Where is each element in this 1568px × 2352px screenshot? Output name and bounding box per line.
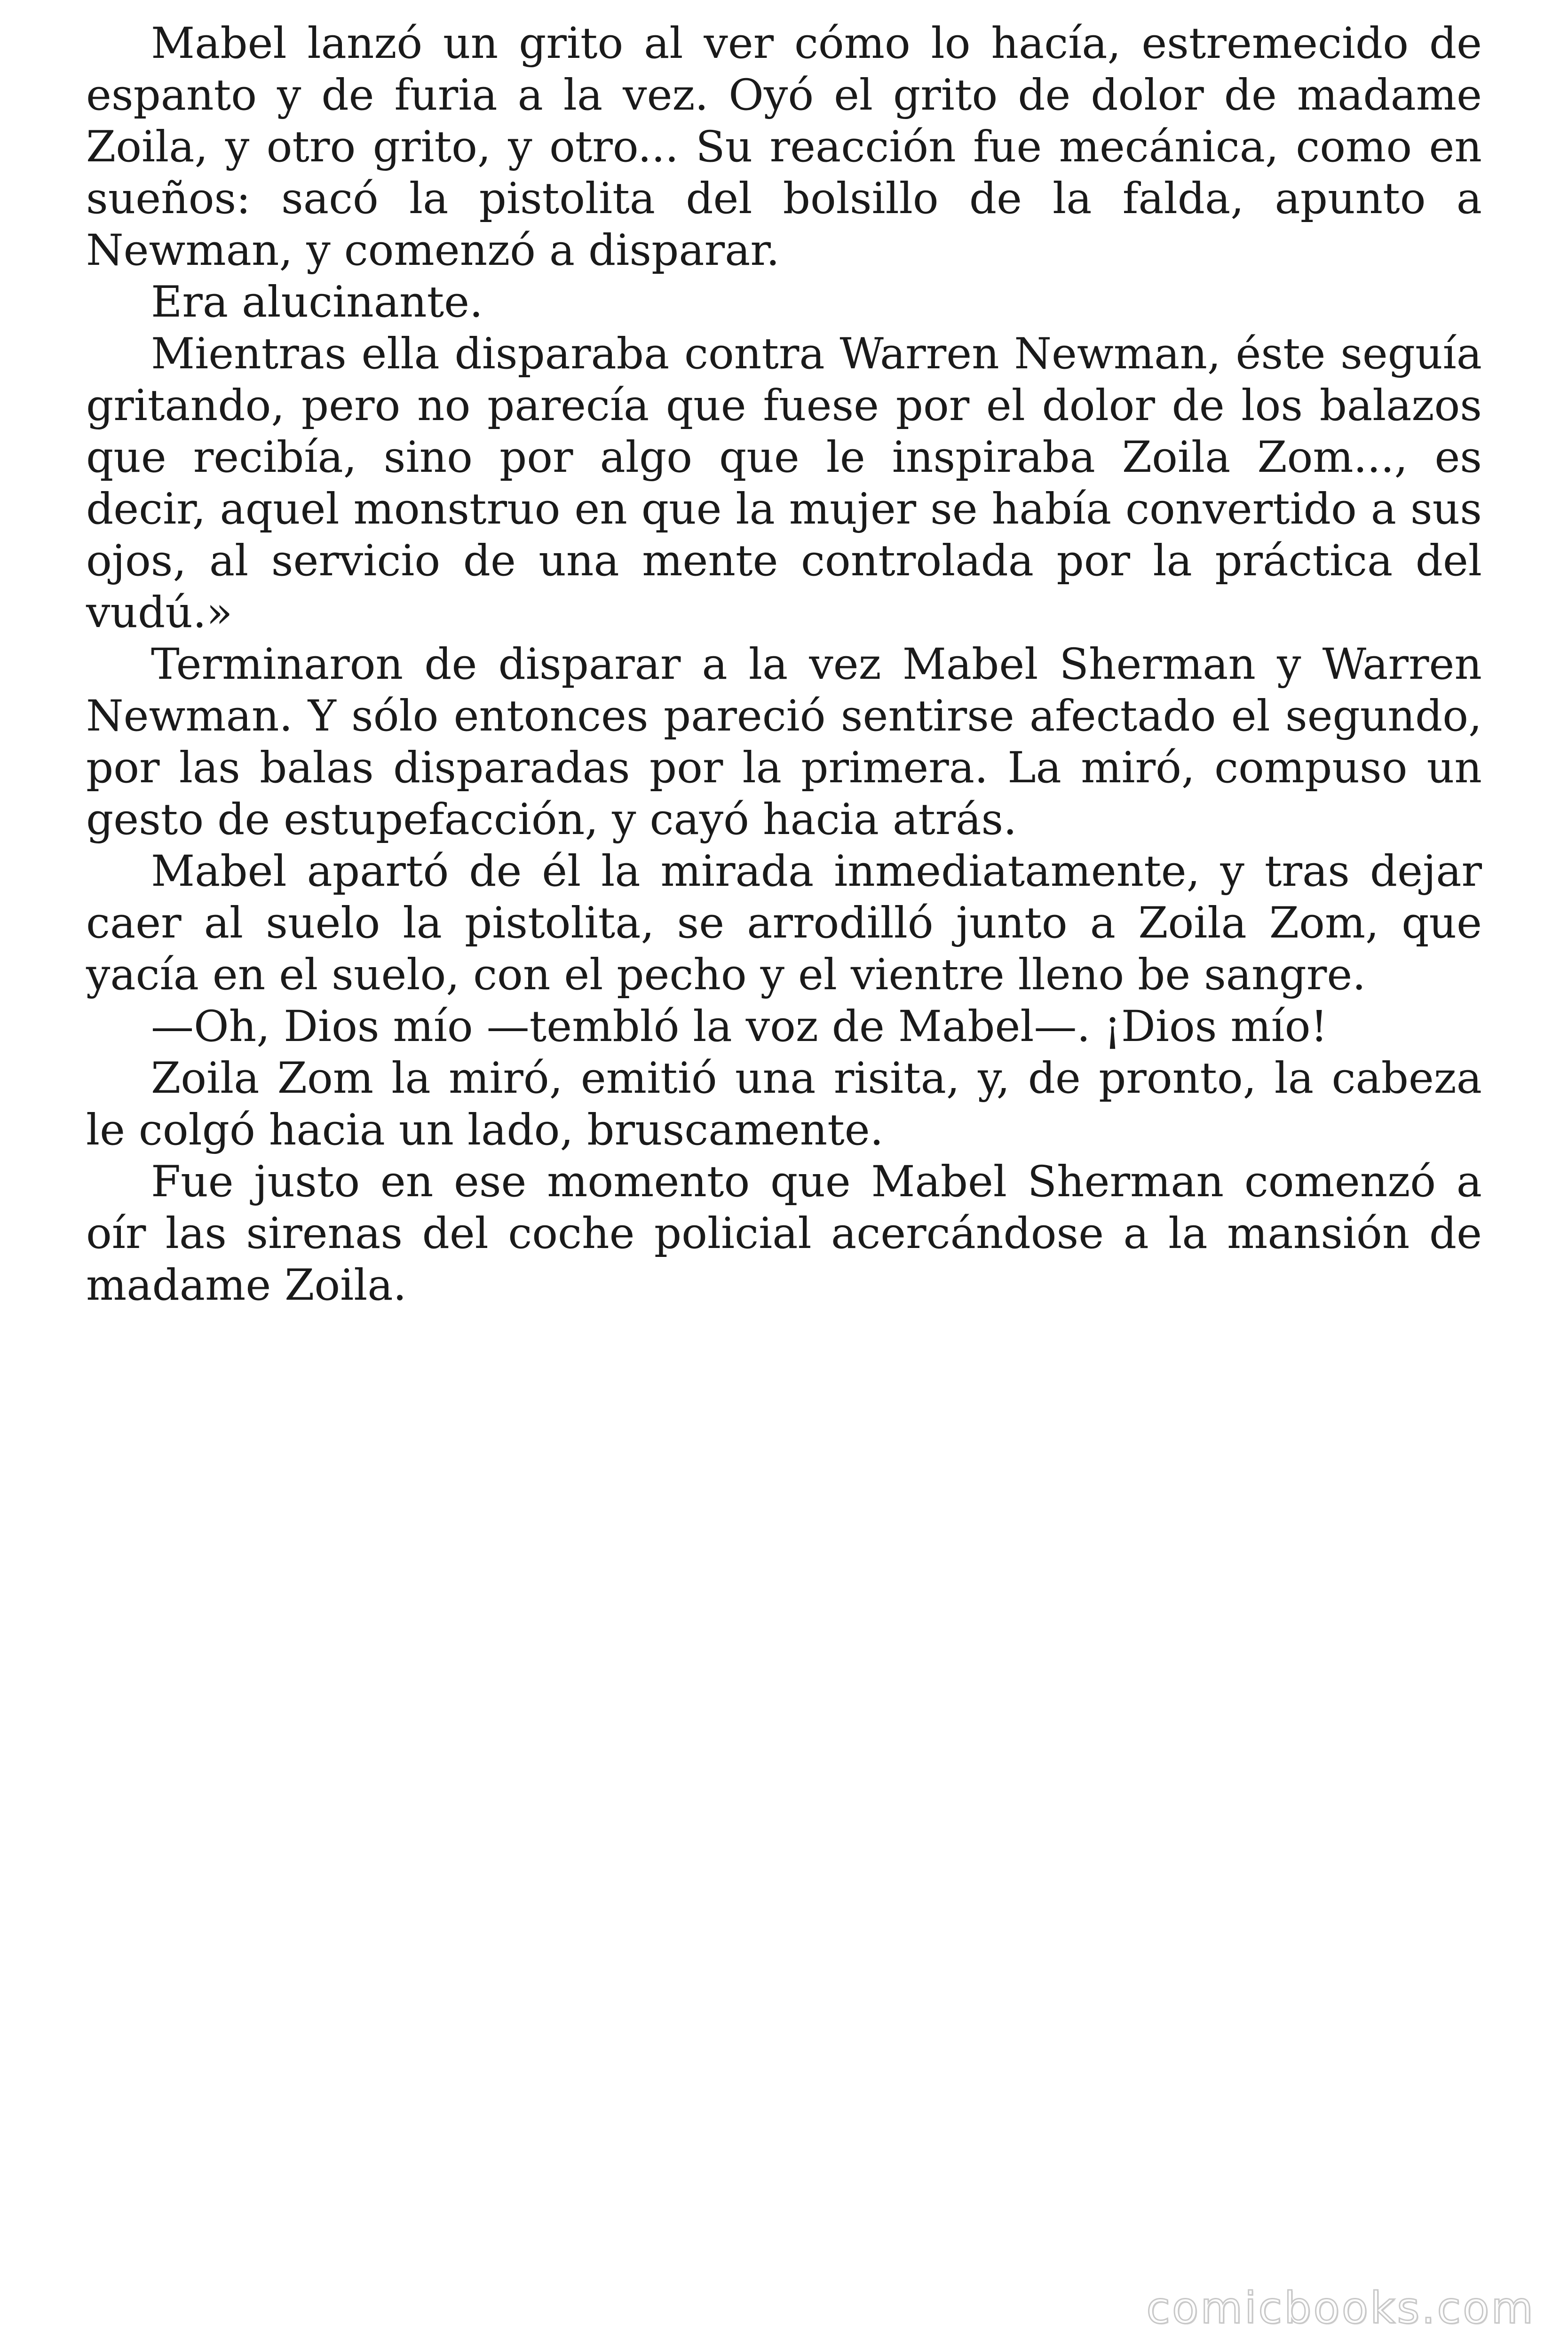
paragraph: Fue justo en ese momento que Mabel Sherman comenzó a oír las sirenas del coche policial acercándose a la mansión de madame Zoila. bbox=[86, 1157, 1482, 1310]
paragraph: Mabel lanzó un grito al ver cómo lo hacía, estremecido de espanto y de furia a la vez. Oyó el grito de dolor de madame Zoila, y otro grito, y otro... Su reacción fue mecánica, como en sueños: sacó la pistolita del bolsillo de la falda, apunto a Newman, y comenzó a disparar. bbox=[86, 19, 1482, 275]
watermark: comicbooks.com bbox=[1146, 2283, 1535, 2333]
page-text bbox=[86, 18, 1482, 1311]
paragraph: Zoila Zom la miró, emitió una risita, y, de pronto, la cabeza le colgó hacia un lado, bruscamente. bbox=[86, 1054, 1482, 1155]
paragraph: Terminaron de disparar a la vez Mabel Sherman y Warren Newman. Y sólo entonces pareció sentirse afectado el segundo, por las balas disparadas por la primera. La miró, compuso un gesto de estupefacción, y cayó hacia atrás. bbox=[86, 640, 1482, 844]
paragraph: Era alucinante. bbox=[151, 278, 483, 327]
paragraph: Mientras ella disparaba contra Warren Newman, éste seguía gritando, pero no parecía que fuese por el dolor de los balazos que recibía, sino por algo que le inspiraba Zoila Zom..., es decir, aquel monstruo en que la mujer se había convertido a sus ojos, al servicio de una mente controlada por la práctica del vudú.» bbox=[86, 329, 1482, 637]
dialogue-paragraph: —Oh, Dios mío —tembló la voz de Mabel—. ¡Dios mío! bbox=[151, 1002, 1328, 1051]
paragraph: Mabel apartó de él la mirada inmediatamente, y tras dejar caer al suelo la pistolita, se arrodilló junto a Zoila Zom, que yacía en el suelo, con el pecho y el vientre lleno be sangre. bbox=[86, 847, 1482, 1000]
